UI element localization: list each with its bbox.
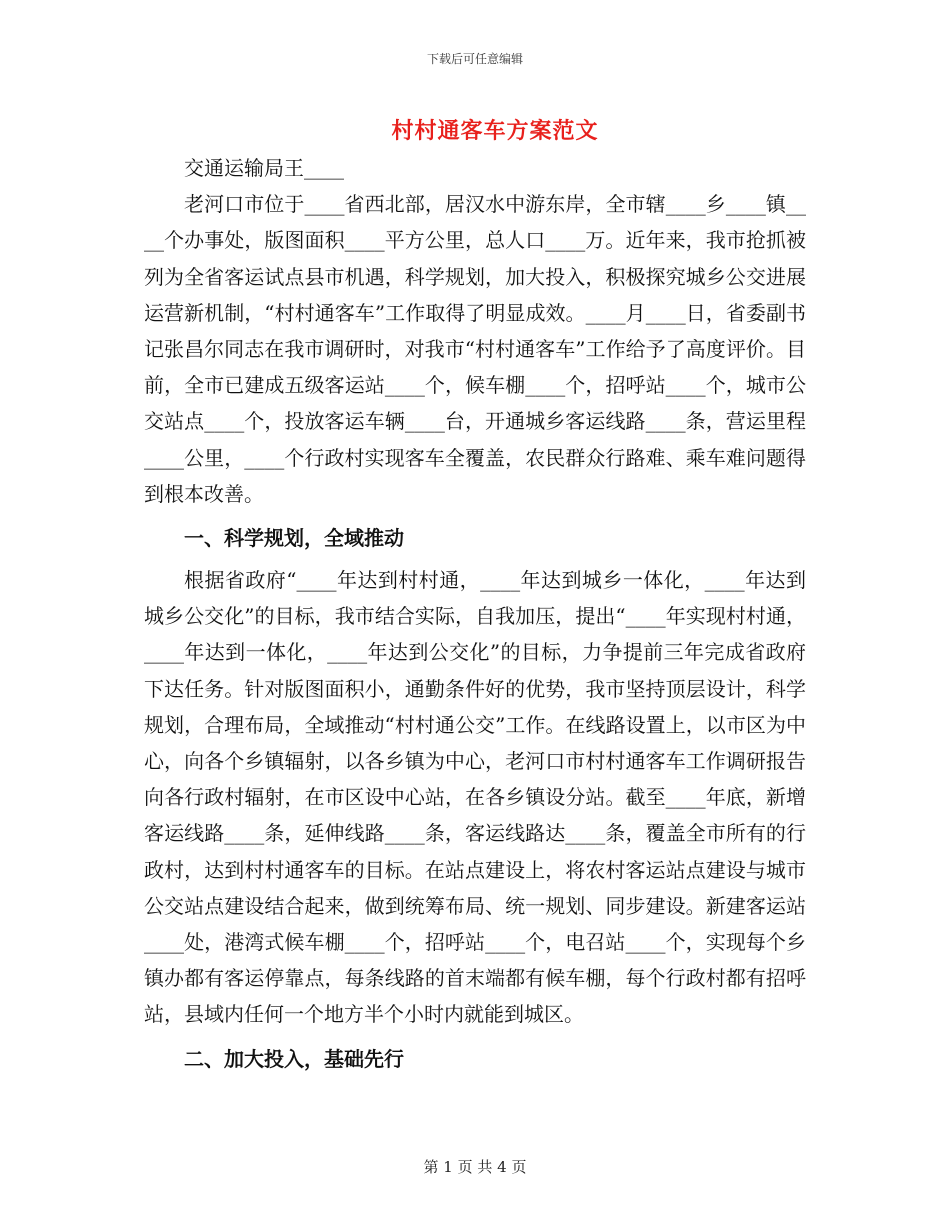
- paragraph-section-1: 根据省政府“____年达到村村通，____年达到城乡一体化，____年达到城乡公交化”的目标，我市结合实际，自我加压，提出“____年实现村村通，____年达到一体化，____年达到公交化”的目标，力争提前三年完成省政府下达任务。针对版图面积小，通勤条件好的优势，我市坚持顶层设计，科学规划，合理布局，全域推动“村村通公交”工作。在线路设置上，以市区为中心，向各个乡镇辐射，以各乡镇为中心，老河口市村村通客车工作调研报告向各行政村辐射，在市区设中心站，在各乡镇设分站。截至____年底，新增客运线路____条，延伸线路____条，客运线路达____条，覆盖全市所有的行政村，达到村村通客车的目标。在站点建设上，将农村客运站点建设与城市公交站点建设结合起来，做到统筹布局、统一规划、同步建设。新建客运站____处，港湾式候车棚____个，招呼站____个，电召站____个，实现每个乡镇办都有客运停靠点，每条线路的首末端都有候车棚，每个行政村都有招呼站，县域内任何一个地方半个小时内就能到城区。: [144, 568, 806, 1027]
- author-line: 交通运输局王____: [184, 156, 344, 180]
- header-note: 下载后可任意编辑: [426, 52, 523, 66]
- document-body: [144, 150, 806, 1083]
- section-heading-2: 二、加大投入，基础先行: [184, 1046, 404, 1071]
- document-title: 村村通客车方案范文: [391, 118, 599, 144]
- paragraph-intro: 老河口市位于____省西北部，居汉水中游东岸，全市辖____乡____镇____个办事处，版图面积____平方公里，总人口____万。近年来，我市抢抓被列为全省客运试点县市机遇，科学规划，加大投入，积极探究城乡公交进展运营新机制，“村村通客车”工作取得了明显成效。____月____日，省委副书记张昌尔同志在我市调研时，对我市“村村通客车”工作给予了高度评价。目前，全市已建成五级客运站____个，候车棚____个，招呼站____个，城市公交站点____个，投放客运车辆____台，开通城乡客运线路____条，营运里程____公里，____个行政村实现客车全覆盖，农民群众行路难、乘车难问题得到根本改善。: [144, 192, 806, 506]
- page-footer: 第 1 页 共 4 页: [423, 1158, 527, 1176]
- section-heading-1: 一、科学规划，全域推动: [184, 526, 404, 551]
